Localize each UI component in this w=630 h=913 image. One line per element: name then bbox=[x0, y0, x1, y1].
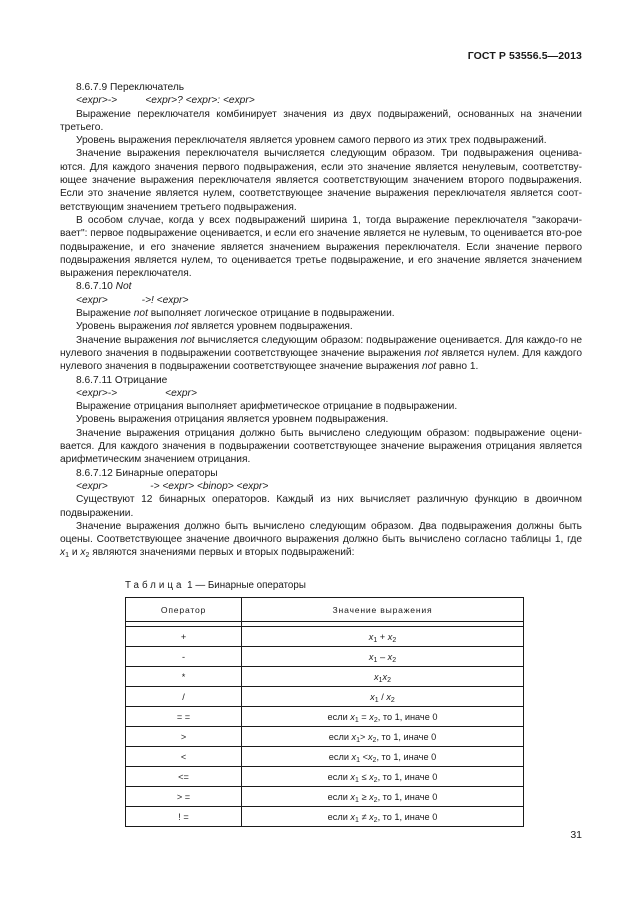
text-run: если bbox=[327, 791, 351, 802]
text-run: являются значениями первых и вторых подвыражений: bbox=[89, 547, 355, 559]
text-run: > bbox=[360, 731, 368, 742]
text-run: Значение выражения bbox=[76, 334, 181, 346]
subscript: 1 bbox=[378, 676, 383, 684]
text-run: , то 1, иначе 0 bbox=[377, 771, 438, 782]
operator-cell: <= bbox=[126, 767, 242, 787]
subscript: 2 bbox=[373, 796, 378, 804]
text-run: – bbox=[377, 651, 388, 662]
grammar-rule: <expr>-> <expr> bbox=[76, 387, 197, 399]
value-cell bbox=[242, 767, 524, 787]
value-cell bbox=[242, 687, 524, 707]
text-run: если bbox=[327, 771, 351, 782]
variable: x bbox=[367, 751, 373, 762]
page-number: 31 bbox=[570, 829, 582, 841]
variable: x bbox=[387, 631, 393, 642]
operator-cell: ! = bbox=[126, 807, 242, 827]
value-cell bbox=[242, 627, 524, 647]
text-run: выполняет логическое отрицание в подвыражении. bbox=[147, 308, 395, 320]
text-run: является уровнем подвыражения. bbox=[188, 321, 353, 333]
paragraph bbox=[60, 334, 582, 374]
binary-operators-table bbox=[125, 597, 524, 827]
subscript: 1 bbox=[356, 736, 361, 744]
text-run: ≤ bbox=[358, 771, 370, 782]
table-body bbox=[126, 622, 524, 827]
paragraph: Существуют 12 бинарных операторов. Каждый из них вычисляет различную функцию в двоичном подвыражении. bbox=[60, 494, 582, 519]
subscript: 2 bbox=[390, 696, 395, 704]
column-header-operator: Оператор bbox=[126, 598, 242, 622]
text-run: = bbox=[358, 711, 370, 722]
text-run: , то 1, иначе 0 bbox=[377, 711, 438, 722]
table-caption bbox=[125, 580, 306, 591]
text-run: ≠ bbox=[358, 811, 370, 822]
subscript: 1 bbox=[373, 636, 378, 644]
text-run: если bbox=[328, 751, 352, 762]
subscript: 2 bbox=[85, 552, 90, 560]
paragraph bbox=[60, 520, 582, 560]
section-title: 8.6.7.11 Отрицание bbox=[76, 374, 168, 386]
text-run: ≥ bbox=[358, 791, 370, 802]
text-run: является нулем. Для каждого нулевого значения в подвыражении соответствующее значение выражения bbox=[60, 347, 582, 373]
variable: x bbox=[382, 671, 388, 682]
text-run: + bbox=[377, 631, 388, 642]
text-run: Уровень выражения bbox=[76, 321, 175, 333]
paragraph: Выражение переключателя комбинирует значения из двух подвыражений, основанных на значении третьего. bbox=[60, 108, 582, 133]
value-cell bbox=[242, 647, 524, 667]
text-run: , то 1, иначе 0 bbox=[377, 811, 438, 822]
operator-cell: * bbox=[126, 667, 242, 687]
variable: x bbox=[350, 711, 355, 722]
subscript: 1 bbox=[65, 552, 69, 560]
paragraph: Уровень выражения переключателя является уровнем самого первого из этих трех подвыражений. bbox=[76, 135, 547, 147]
subscript: 2 bbox=[373, 716, 378, 724]
variable: x bbox=[367, 731, 373, 742]
table-row bbox=[126, 667, 524, 687]
caption-text: 1 — Бинарные операторы bbox=[184, 580, 306, 591]
paragraph bbox=[60, 320, 582, 333]
keyword: not bbox=[424, 347, 439, 359]
table-row bbox=[126, 807, 524, 827]
variable: x bbox=[374, 671, 379, 682]
variable: x bbox=[369, 791, 374, 802]
variable: x bbox=[369, 771, 374, 782]
column-header-value: Значение выражения bbox=[242, 598, 524, 622]
text-run: < bbox=[360, 751, 368, 762]
text-run: если bbox=[327, 811, 351, 822]
keyword: not bbox=[133, 308, 148, 320]
variable: x bbox=[60, 547, 66, 559]
variable: x bbox=[387, 651, 393, 662]
table-row bbox=[126, 687, 524, 707]
value-cell bbox=[242, 787, 524, 807]
variable: x bbox=[80, 547, 86, 559]
section-title: 8.6.7.12 Бинарные операторы bbox=[76, 467, 218, 479]
subscript: 1 bbox=[373, 656, 378, 664]
text-run: , то 1, иначе 0 bbox=[376, 731, 437, 742]
variable: x bbox=[350, 791, 355, 802]
text-run: равно 1. bbox=[436, 361, 479, 373]
subscript: 2 bbox=[372, 736, 377, 744]
text-run: , то 1, иначе 0 bbox=[377, 791, 438, 802]
table-row bbox=[126, 647, 524, 667]
subscript: 2 bbox=[392, 656, 397, 664]
subscript: 1 bbox=[374, 696, 379, 704]
paragraph: Значение выражения переключателя вычисляется следующим образом. Три подвыражения оценива-ются. Для каждого значения первого подвыражения, если это значение является ненулевым, соответству-ющее значение выражения переключателя является соответствующим значением второго подвыражения. Если это значение является нулем, соответствующее значение выражения переключателя является соот-ветствующим значением третьего подвыражения. bbox=[60, 148, 582, 213]
text-run: вычисляется следующим образом: подвыражение оценивается. Для каждо-го не нулевого значения в подвыражении соответствующее значение выражения bbox=[60, 334, 582, 359]
subscript: 1 bbox=[354, 716, 359, 724]
text-run: / bbox=[378, 691, 387, 702]
variable: x bbox=[350, 811, 355, 822]
subscript: 1 bbox=[355, 796, 359, 804]
variable: x bbox=[369, 711, 374, 722]
text-run: если bbox=[328, 731, 352, 742]
grammar-rule: <expr> -> <expr> <binop> <expr> bbox=[76, 480, 269, 492]
paragraph: Уровень выражения отрицания является уровнем подвыражения. bbox=[76, 414, 389, 426]
variable: x bbox=[351, 731, 357, 742]
text-run: Выражение bbox=[76, 308, 134, 320]
paragraph: В особом случае, когда у всех подвыражений ширина 1, тогда выражение переключателя "закорачи-вает": первое подвыражение оценивается, и если его значение является не нулевым, то оценивается вто-рое подвыражение, и его значение является значением выражения переключателя. Если значение первого подвыражения является нулем, то оценивается третье подвыражение, и его значение является значением выражения переключателя. bbox=[60, 214, 582, 280]
subscript: 2 bbox=[373, 816, 378, 824]
section-title bbox=[60, 280, 582, 293]
variable: x bbox=[350, 771, 355, 782]
subscript: 2 bbox=[392, 636, 397, 644]
keyword: not bbox=[421, 361, 437, 373]
operator-cell: = = bbox=[126, 707, 242, 727]
text-run: и bbox=[69, 547, 81, 559]
paragraph: Выражение отрицания выполняет арифметическое отрицание в подвыражении. bbox=[76, 401, 458, 413]
grammar-rule: <expr> ->! <expr> bbox=[76, 294, 189, 306]
variable: x bbox=[368, 631, 374, 642]
caption-label: Таблица bbox=[125, 580, 185, 591]
value-cell bbox=[242, 807, 524, 827]
variable: x bbox=[351, 751, 357, 762]
section-title: 8.6.7.9 Переключатель bbox=[76, 82, 185, 93]
subscript: 2 bbox=[387, 676, 391, 684]
value-cell bbox=[242, 727, 524, 747]
text-run: , то 1, иначе 0 bbox=[376, 751, 437, 762]
operator-cell: + bbox=[126, 627, 242, 647]
table-row bbox=[126, 727, 524, 747]
variable: x bbox=[368, 651, 374, 662]
keyword: not bbox=[180, 334, 195, 346]
paragraph bbox=[60, 307, 582, 320]
table-row bbox=[126, 767, 524, 787]
table-row bbox=[126, 707, 524, 727]
subscript: 2 bbox=[372, 756, 377, 764]
value-cell bbox=[242, 707, 524, 727]
document-body bbox=[60, 81, 582, 560]
operator-cell: / bbox=[126, 687, 242, 707]
section-word: Not bbox=[115, 281, 132, 293]
paragraph: Значение выражения отрицания должно быть вычислено следующим образом: подвыражение оцени-вается. Для каждого значения в подвыражении соответствующее значение выражения отрицания является арифметическим значением отрицания. bbox=[60, 427, 582, 466]
section-number: 8.6.7.10 bbox=[76, 281, 116, 293]
table-row bbox=[126, 627, 524, 647]
table-row bbox=[126, 747, 524, 767]
variable: x bbox=[386, 691, 391, 702]
text-run: если bbox=[327, 711, 351, 722]
keyword: not bbox=[174, 321, 189, 333]
standard-header: ГОСТ Р 53556.5—2013 bbox=[467, 50, 582, 62]
grammar-rule: <expr>-> <expr>? <expr>: <expr> bbox=[76, 95, 255, 107]
subscript: 2 bbox=[373, 776, 378, 784]
variable: x bbox=[370, 691, 375, 702]
subscript: 1 bbox=[355, 776, 359, 784]
text-run: Значение выражения должно быть вычислено следующим образом. Два подвыражения должны быть оцены. Соответствующее значение двоичного выражения должно быть вычислено согласно таблицы 1, где bbox=[60, 520, 582, 546]
operator-cell: - bbox=[126, 647, 242, 667]
table-row bbox=[126, 787, 524, 807]
value-cell bbox=[242, 667, 524, 687]
subscript: 1 bbox=[356, 756, 361, 764]
operator-cell: < bbox=[126, 747, 242, 767]
table-header-row bbox=[126, 598, 524, 622]
value-cell bbox=[242, 747, 524, 767]
operator-cell: > = bbox=[126, 787, 242, 807]
subscript: 1 bbox=[355, 816, 359, 824]
operator-cell: > bbox=[126, 727, 242, 747]
variable: x bbox=[369, 811, 374, 822]
